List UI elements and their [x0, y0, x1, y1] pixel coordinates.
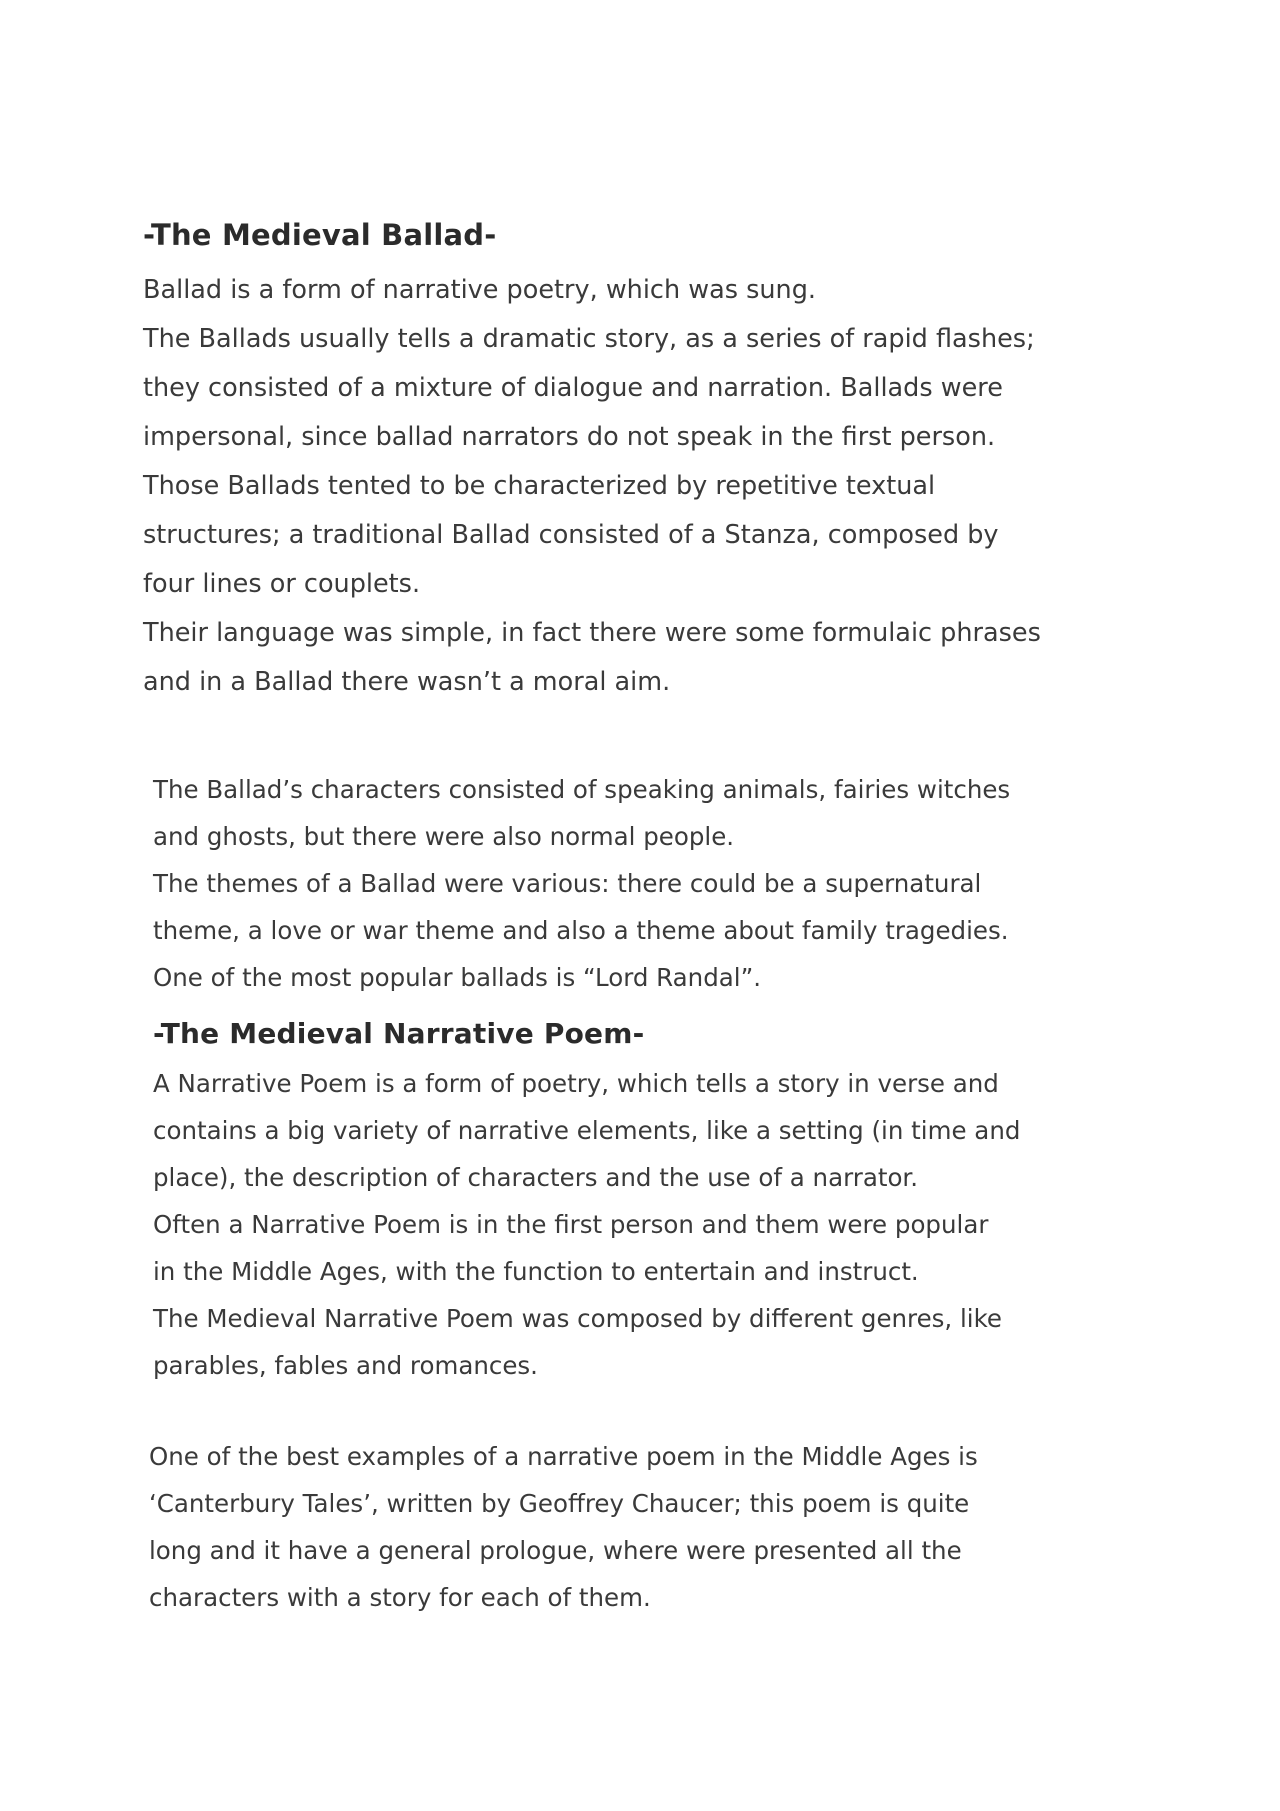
text-line: The Ballads usually tells a dramatic story, as a series of rapid flashes; [143, 324, 1035, 354]
ballad-characters-paragraph [153, 766, 1280, 1001]
text-line: The Medieval Narrative Poem was composed by different genres, like [153, 1304, 1002, 1333]
text-line: A Narrative Poem is a form of poetry, which tells a story in verse and [153, 1069, 999, 1098]
text-line: One of the most popular ballads is “Lord Randal”. [153, 963, 762, 992]
text-line: Ballad is a form of narrative poetry, which was sung. [143, 275, 816, 305]
text-line: structures; a traditional Ballad consisted of a Stanza, composed by [143, 520, 999, 550]
canterbury-section [149, 1433, 1280, 1621]
narrative-poem-section [153, 1017, 1280, 1389]
text-line: and ghosts, but there were also normal people. [153, 822, 735, 851]
text-line: in the Middle Ages, with the function to entertain and instruct. [153, 1257, 919, 1286]
text-line: The Ballad’s characters consisted of speaking animals, fairies witches [153, 775, 1011, 804]
text-line: ‘Canterbury Tales’, written by Geoffrey Chaucer; this poem is quite [149, 1489, 970, 1518]
ballad-characters-section [153, 766, 1280, 1001]
text-line: they consisted of a mixture of dialogue and narration. Ballads were [143, 373, 1003, 403]
text-line: Their language was simple, in fact there were some formulaic phrases [143, 618, 1041, 648]
ballad-paragraph [143, 266, 1280, 707]
ballad-heading: -The Medieval Ballad- [143, 218, 497, 252]
narrative-poem-heading: -The Medieval Narrative Poem- [153, 1017, 645, 1050]
narrative-poem-paragraph [153, 1060, 1280, 1389]
text-line: impersonal, since ballad narrators do not speak in the first person. [143, 422, 996, 452]
text-line: four lines or couplets. [143, 569, 421, 599]
text-line: One of the best examples of a narrative poem in the Middle Ages is [149, 1442, 978, 1471]
text-line: and in a Ballad there wasn’t a moral aim. [143, 667, 671, 697]
canterbury-paragraph [149, 1433, 1280, 1621]
text-line: Those Ballads tented to be characterized by repetitive textual [143, 471, 936, 501]
text-line: Often a Narrative Poem is in the first person and them were popular [153, 1210, 989, 1239]
text-line: theme, a love or war theme and also a theme about family tragedies. [153, 916, 1009, 945]
text-line: parables, fables and romances. [153, 1351, 538, 1380]
text-line: characters with a story for each of them. [149, 1583, 651, 1612]
text-line: The themes of a Ballad were various: there could be a supernatural [153, 869, 982, 898]
ballad-section [143, 218, 1280, 707]
text-line: place), the description of characters and the use of a narrator. [153, 1163, 919, 1192]
text-line: contains a big variety of narrative elements, like a setting (in time and [153, 1116, 1021, 1145]
text-line: long and it have a general prologue, where were presented all the [149, 1536, 962, 1565]
